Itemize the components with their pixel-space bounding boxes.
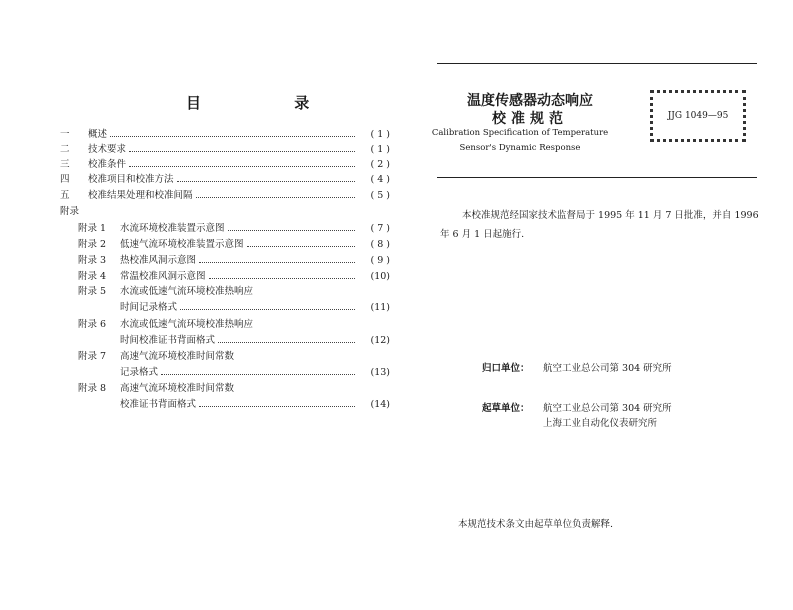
toc-appendix-label: 校准证书背面格式 xyxy=(120,399,197,410)
toc-leader xyxy=(247,246,355,247)
toc-appendix-item[interactable] xyxy=(60,236,390,252)
toc-appendix-label: 水流或低速气流环境校准热响应 xyxy=(120,286,254,297)
toc-appendix-item[interactable] xyxy=(60,283,390,299)
toc-appendix-page: (12) xyxy=(370,335,390,346)
toc-item-page: ( 1 ) xyxy=(370,129,390,140)
toc-appendix-item[interactable] xyxy=(60,268,390,284)
toc-item-number: 五 xyxy=(60,190,70,201)
toc-appendix-item[interactable] xyxy=(60,316,390,332)
toc-item-number: 二 xyxy=(60,144,70,155)
spec-title-zh: 温度传感器动态响应 xyxy=(467,93,593,109)
toc-appendix-number: 附录 2 xyxy=(78,239,107,250)
toc-item-label: 校准项目和校准方法 xyxy=(88,174,174,185)
toc-leader xyxy=(196,197,355,198)
toc-appendix-number: 附录 8 xyxy=(78,383,107,394)
toc-appendix-number: 附录 6 xyxy=(78,319,107,330)
spec-title-zh-line2: 校准规范 xyxy=(492,111,568,127)
toc-leader xyxy=(129,151,355,152)
toc-leader xyxy=(129,166,355,167)
toc-leader xyxy=(199,262,355,263)
drafter-label: 起草单位： xyxy=(482,403,530,414)
toc-appendix-number: 附录 1 xyxy=(78,223,107,234)
top-rule xyxy=(437,63,757,64)
toc-item-number: 一 xyxy=(60,129,70,140)
spec-title-en: Calibration Specification of Temperature xyxy=(431,128,609,138)
toc-item-page: ( 4 ) xyxy=(370,174,390,185)
toc-appendix-page: ( 8 ) xyxy=(370,239,390,250)
toc-leader xyxy=(228,230,355,231)
toc-appendix-item-continued[interactable] xyxy=(60,396,390,412)
drafter-value: 航空工业总公司第 304 研究所 xyxy=(543,403,672,414)
toc-item-label: 校准条件 xyxy=(88,159,127,170)
toc-appendix-number: 附录 3 xyxy=(78,255,107,266)
toc-appendix-label: 高速气流环境校准时间常数 xyxy=(120,351,235,362)
toc-appendix-item[interactable] xyxy=(60,348,390,364)
toc-appendix-label: 低速气流环境校准装置示意图 xyxy=(120,239,244,250)
toc-appendix-number: 附录 7 xyxy=(78,351,107,362)
toc-appendix-page: ( 7 ) xyxy=(370,223,390,234)
toc-appendix-item[interactable] xyxy=(60,380,390,396)
toc-item[interactable] xyxy=(60,156,390,172)
toc-appendix-label: 高速气流环境校准时间常数 xyxy=(120,383,235,394)
standard-code: JJG 1049—95 xyxy=(667,111,729,121)
toc-item-page: ( 1 ) xyxy=(370,144,390,155)
toc-leader xyxy=(180,309,355,310)
toc-appendix-label: 记录格式 xyxy=(120,367,159,378)
toc-appendix-label: 热校准风洞示意图 xyxy=(120,255,197,266)
spec-title-en-line2: Sensor's Dynamic Response xyxy=(459,143,581,153)
drafter-value-2: 上海工业自动化仪表研究所 xyxy=(543,418,658,429)
owner-value: 航空工业总公司第 304 研究所 xyxy=(543,363,672,374)
toc-leader xyxy=(177,181,355,182)
toc-appendix-page: (14) xyxy=(370,399,390,410)
toc-appendix-label: 水流环境校准装置示意图 xyxy=(120,223,225,234)
toc-appendix-item[interactable] xyxy=(60,220,390,236)
middle-rule xyxy=(437,177,757,178)
owner-label: 归口单位： xyxy=(482,363,530,374)
toc-appendix-item-continued[interactable] xyxy=(60,299,390,315)
toc-item-page: ( 5 ) xyxy=(370,190,390,201)
toc-item-label: 技术要求 xyxy=(88,144,127,155)
toc-appendix-number: 附录 5 xyxy=(78,286,107,297)
toc-appendix-page: (11) xyxy=(370,302,390,313)
toc-item-label: 校准结果处理和校准间隔 xyxy=(88,190,193,201)
toc-leader xyxy=(199,406,355,407)
toc-appendix-label: 时间校准证书背面格式 xyxy=(120,335,216,346)
toc-leader xyxy=(218,342,355,343)
interpretation-note: 本规范技术条文由起草单位负责解释. xyxy=(458,519,614,530)
toc-appendix-item-continued[interactable] xyxy=(60,332,390,348)
toc-appendix-label: 时间记录格式 xyxy=(120,302,178,313)
toc-item[interactable] xyxy=(60,141,390,157)
toc-appendix-page: ( 9 ) xyxy=(370,255,390,266)
toc-item[interactable] xyxy=(60,126,390,142)
toc-leader xyxy=(209,278,355,279)
toc-item-number: 三 xyxy=(60,159,70,170)
toc-appendix-label: 常温校准风洞示意图 xyxy=(120,271,206,282)
toc-item[interactable] xyxy=(60,187,390,203)
toc-leader xyxy=(161,374,355,375)
toc-appendix-page: (10) xyxy=(370,271,390,282)
toc-item[interactable] xyxy=(60,171,390,187)
toc-appendix-heading: 附录 xyxy=(60,206,80,217)
approval-paragraph: 本校准规范经国家技术监督局于 1995 年 11 月 7 日批准，并自 1996 年 6 月 1 日起施行. xyxy=(440,210,759,240)
toc-appendix-number: 附录 4 xyxy=(78,271,107,282)
toc-item-label: 概述 xyxy=(88,129,108,140)
toc-title: 目 录 xyxy=(186,94,354,112)
toc-appendix-page: (13) xyxy=(370,367,390,378)
toc-item-number: 四 xyxy=(60,174,70,185)
toc-item-page: ( 2 ) xyxy=(370,159,390,170)
toc-leader xyxy=(110,136,355,137)
toc-appendix-label: 水流或低速气流环境校准热响应 xyxy=(120,319,254,330)
toc-appendix-item-continued[interactable] xyxy=(60,364,390,380)
toc-appendix-item[interactable] xyxy=(60,252,390,268)
